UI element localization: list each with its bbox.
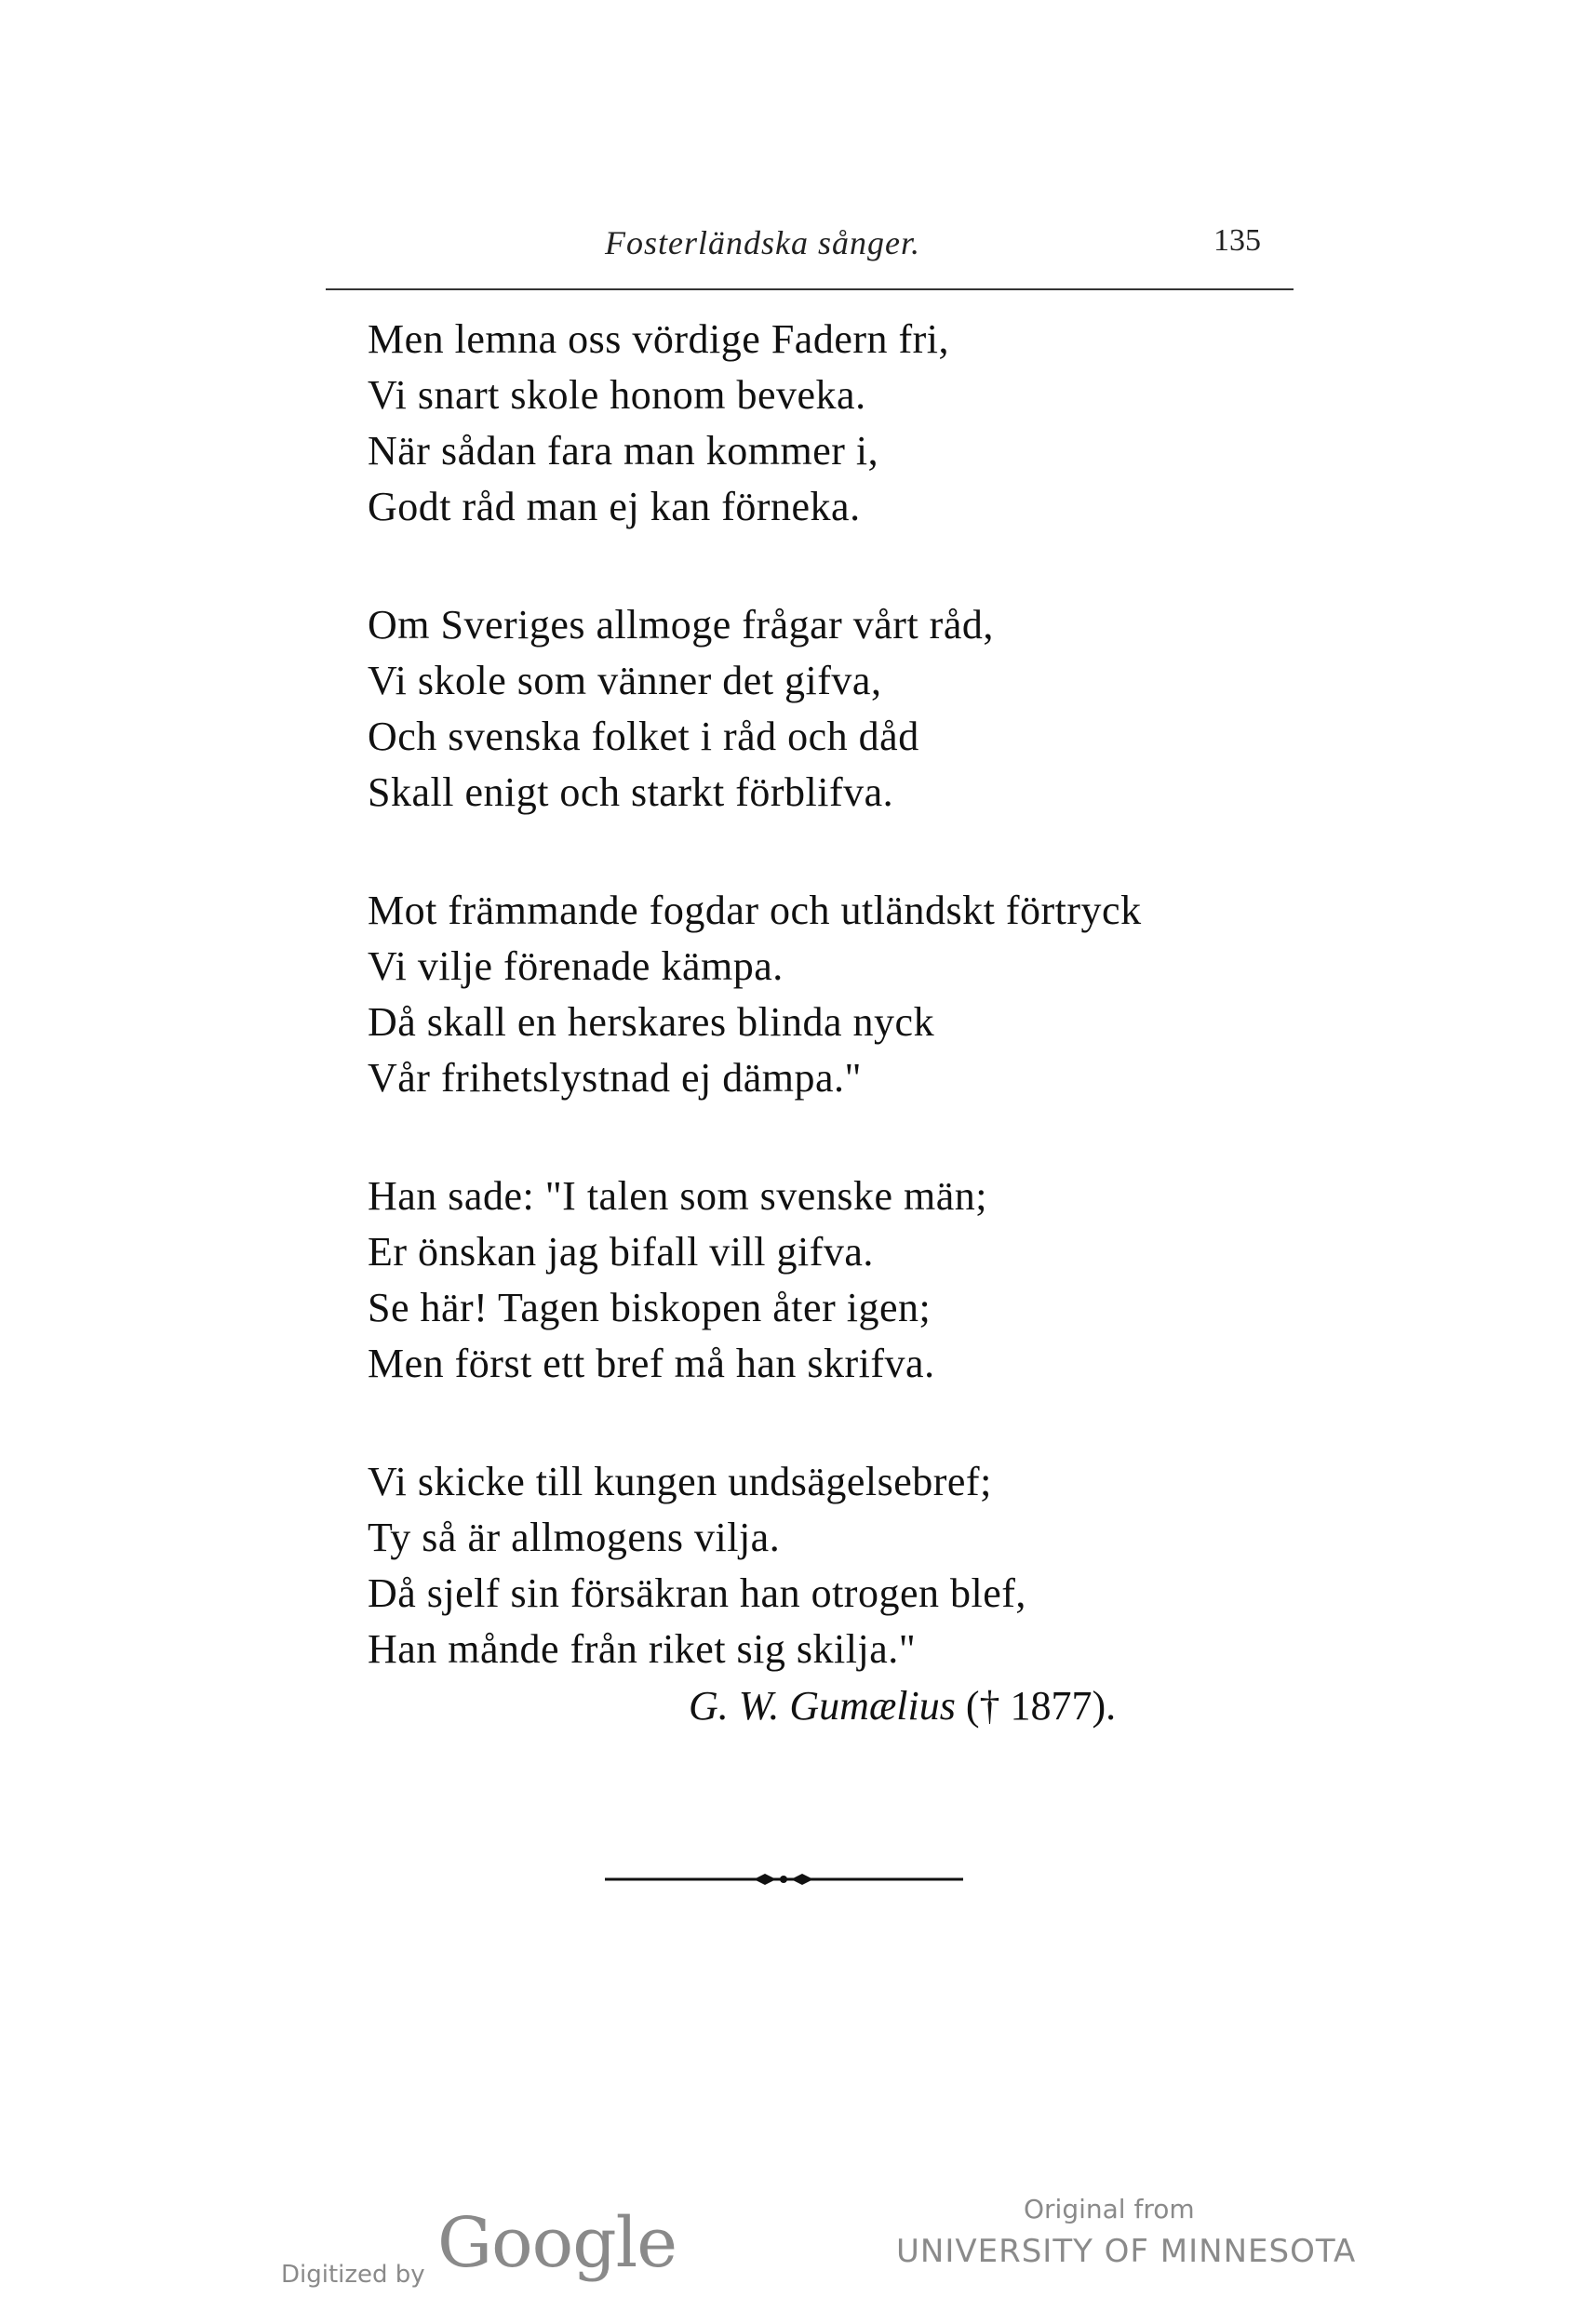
google-logo: Google xyxy=(437,2203,677,2283)
poem-line: Och svenska folket i råd och dåd xyxy=(368,714,919,759)
digitization-footer xyxy=(0,2186,1582,2307)
running-title: Fosterländska sånger. xyxy=(605,224,920,261)
poem-line: Vår frihetslystnad ej dämpa." xyxy=(368,1055,862,1101)
poem-line: Han sade: "I talen som svenske män; xyxy=(368,1173,987,1219)
poem-line: Se här! Tagen biskopen åter igen; xyxy=(368,1285,932,1330)
poem-line: Han månde från riket sig skilja." xyxy=(368,1626,917,1672)
stanza-5 xyxy=(368,1454,1298,1677)
header-rule xyxy=(326,288,1294,290)
poem-line: Mot främmande fogdar och utländskt förtryck xyxy=(368,888,1142,933)
attribution xyxy=(689,1682,1116,1730)
poem-line: Vi vilje förenade kämpa. xyxy=(368,943,784,989)
page-number: 135 xyxy=(1213,223,1261,258)
stanza-4 xyxy=(368,1169,1298,1392)
author-death-note: († 1877). xyxy=(965,1683,1117,1729)
poem-line: Om Sveriges allmoge frågar vårt råd, xyxy=(368,602,994,648)
poem-line: Då sjelf sin försäkran han otrogen blef, xyxy=(368,1570,1026,1616)
poem-line: Vi skicke till kungen undsägelsebref; xyxy=(368,1459,992,1504)
poem-line: Godt råd man ej kan förneka. xyxy=(368,484,861,529)
stanza-3 xyxy=(368,883,1298,1106)
poem-line: Men först ett bref må han skrifva. xyxy=(368,1341,935,1386)
poem-line: Er önskan jag bifall vill gifva. xyxy=(368,1229,874,1275)
poem-line: Då skall en herskares blinda nyck xyxy=(368,999,935,1045)
digitized-by-label: Digitized by xyxy=(281,2261,425,2289)
page-header xyxy=(368,223,1261,279)
ornament-divider xyxy=(605,1870,963,1889)
poem xyxy=(368,312,1298,1740)
stanza-1 xyxy=(368,312,1298,535)
author-name: G. W. Gumælius xyxy=(689,1683,956,1729)
poem-line: Vi skole som vänner det gifva, xyxy=(368,658,882,703)
poem-line: Vi snart skole honom beveka. xyxy=(368,372,866,418)
poem-line: Ty så är allmogens vilja. xyxy=(368,1515,781,1560)
stanza-2 xyxy=(368,597,1298,821)
institution-name: UNIVERSITY OF MINNESOTA xyxy=(896,2233,1357,2270)
poem-line: Skall enigt och starkt förblifva. xyxy=(368,769,894,815)
original-from-label: Original from xyxy=(1024,2194,1195,2224)
poem-line: När sådan fara man kommer i, xyxy=(368,428,879,474)
poem-line: Men lemna oss vördige Fadern fri, xyxy=(368,316,950,362)
